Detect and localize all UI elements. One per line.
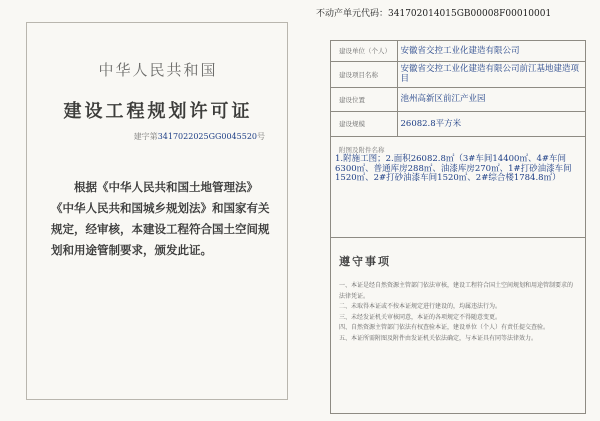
property-code: 341702014015GB00008F00010001 — [388, 9, 552, 19]
permit-number-suffix: 号 — [257, 132, 265, 141]
country-name: 中华人民共和国 — [98, 61, 218, 79]
info-label: 建设项目名称 — [331, 61, 397, 87]
notice-item: 一、本证是经自然资源主管部门依法审核，建设工程符合国土空间规划和用途管制要求的法律凭证。 — [339, 282, 574, 300]
permit-statement: 根据《中华人民共和国土地管理法》《中华人民共和国城乡规划法》和国家有关规定，经审核，本建设工程符合国土空间规划和用途管制要求，颁发此证。 — [51, 180, 270, 257]
info-row-unit — [331, 41, 585, 61]
notice-item: 四、自然资源主管部门依法有权查验本证，建设单位（个人）有责任提交查验。 — [339, 324, 550, 331]
property-code-line — [316, 6, 551, 19]
notice-list — [339, 281, 577, 344]
permit-number-prefix: 建字第 — [133, 132, 158, 141]
info-value: 安徽省交控工业化建造有限公司 — [397, 41, 585, 61]
info-value: 26082.8平方米 — [397, 111, 585, 136]
notice-item: 二、未取得本证或不按本证规定进行建设的，均属违法行为。 — [339, 303, 502, 310]
permit-title: 建设工程规划许可证 — [63, 101, 253, 122]
info-table — [331, 41, 585, 137]
info-label: 建设位置 — [331, 87, 397, 111]
info-row-scale — [331, 111, 585, 136]
attachment-text: 1.附施工图；2.面积26082.8㎡（3#车间14400㎡、4#车间6300㎡、普通库房288㎡、油漆库房270㎡、1#打砂油漆车间1520㎡、2#打砂油漆车间1520㎡、2#综合楼1784.8㎡） — [335, 154, 572, 184]
attachment-label: 附图及附件名称 — [339, 146, 385, 154]
info-label: 建设单位（个人） — [331, 41, 397, 61]
notice-item: 五、本证所需附图及附件由发证机关依法确定，与本证具有同等法律效力。 — [339, 334, 538, 342]
property-code-label: 不动产单元代码： — [316, 9, 389, 19]
permit-number: 3417022025GG0045520 — [157, 132, 257, 141]
info-value: 池州高新区前江产业园 — [397, 87, 585, 111]
info-label: 建设规模 — [331, 111, 397, 136]
notice-title: 遵守事项 — [339, 255, 391, 268]
right-panel-frame — [330, 40, 586, 414]
info-row-project — [331, 61, 585, 87]
notice-item: 三、未经发证机关审核同意，本证的各项规定不得随意变更。 — [339, 313, 502, 321]
left-panel-frame — [26, 22, 288, 400]
permit-number-line — [134, 131, 265, 142]
info-row-location — [331, 87, 585, 111]
info-value: 安徽省交控工业化建造有限公司前江基地建造项目 — [397, 61, 585, 87]
section-divider — [331, 237, 585, 238]
